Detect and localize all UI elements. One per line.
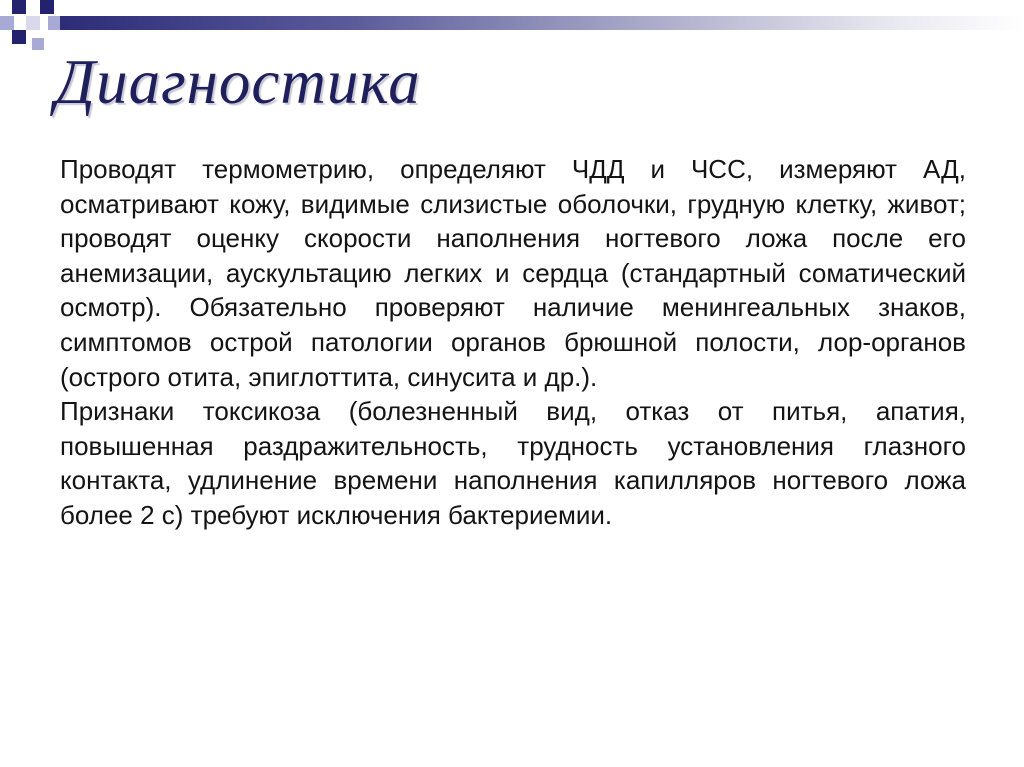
decor-square-bottom-right bbox=[32, 38, 44, 50]
decor-square-center bbox=[26, 16, 40, 30]
slide-body bbox=[60, 152, 966, 533]
decor-square-bottom-left bbox=[12, 30, 26, 44]
body-paragraph-toxicosis: Признаки токсикоза (болезненный вид, отказ от питья, апатия, повышенная раздражительность, трудность установления глазного контакта, удлинение времени наполнения капилляров ногтевого ложа более 2 с) требуют исключения бактериемии. bbox=[60, 396, 966, 530]
slide-title: Диагностика bbox=[55, 47, 421, 117]
body-paragraph-examination: Проводят термометрию, определяют ЧДД и ЧСС, измеряют АД, осматривают кожу, видимые слизистые оболочки, грудную клетку, живот; проводят оценку скорости наполнения ногтевого ложа после его анемизации, аускультацию легких и сердца (стандартный соматический осмотр). Обязательно проверяют наличие менингеальных знаков, симптомов острой патологии органов брюшной полости, лор-органов (острого отита, эпиглоттита, синусита и др.). bbox=[60, 154, 966, 392]
header-gradient-bar bbox=[60, 16, 1024, 30]
decor-square-mid-right bbox=[48, 16, 60, 30]
decor-square-top-left bbox=[12, 0, 26, 14]
decor-square-top-right bbox=[40, 0, 54, 14]
decor-square-mid-left bbox=[0, 16, 14, 30]
